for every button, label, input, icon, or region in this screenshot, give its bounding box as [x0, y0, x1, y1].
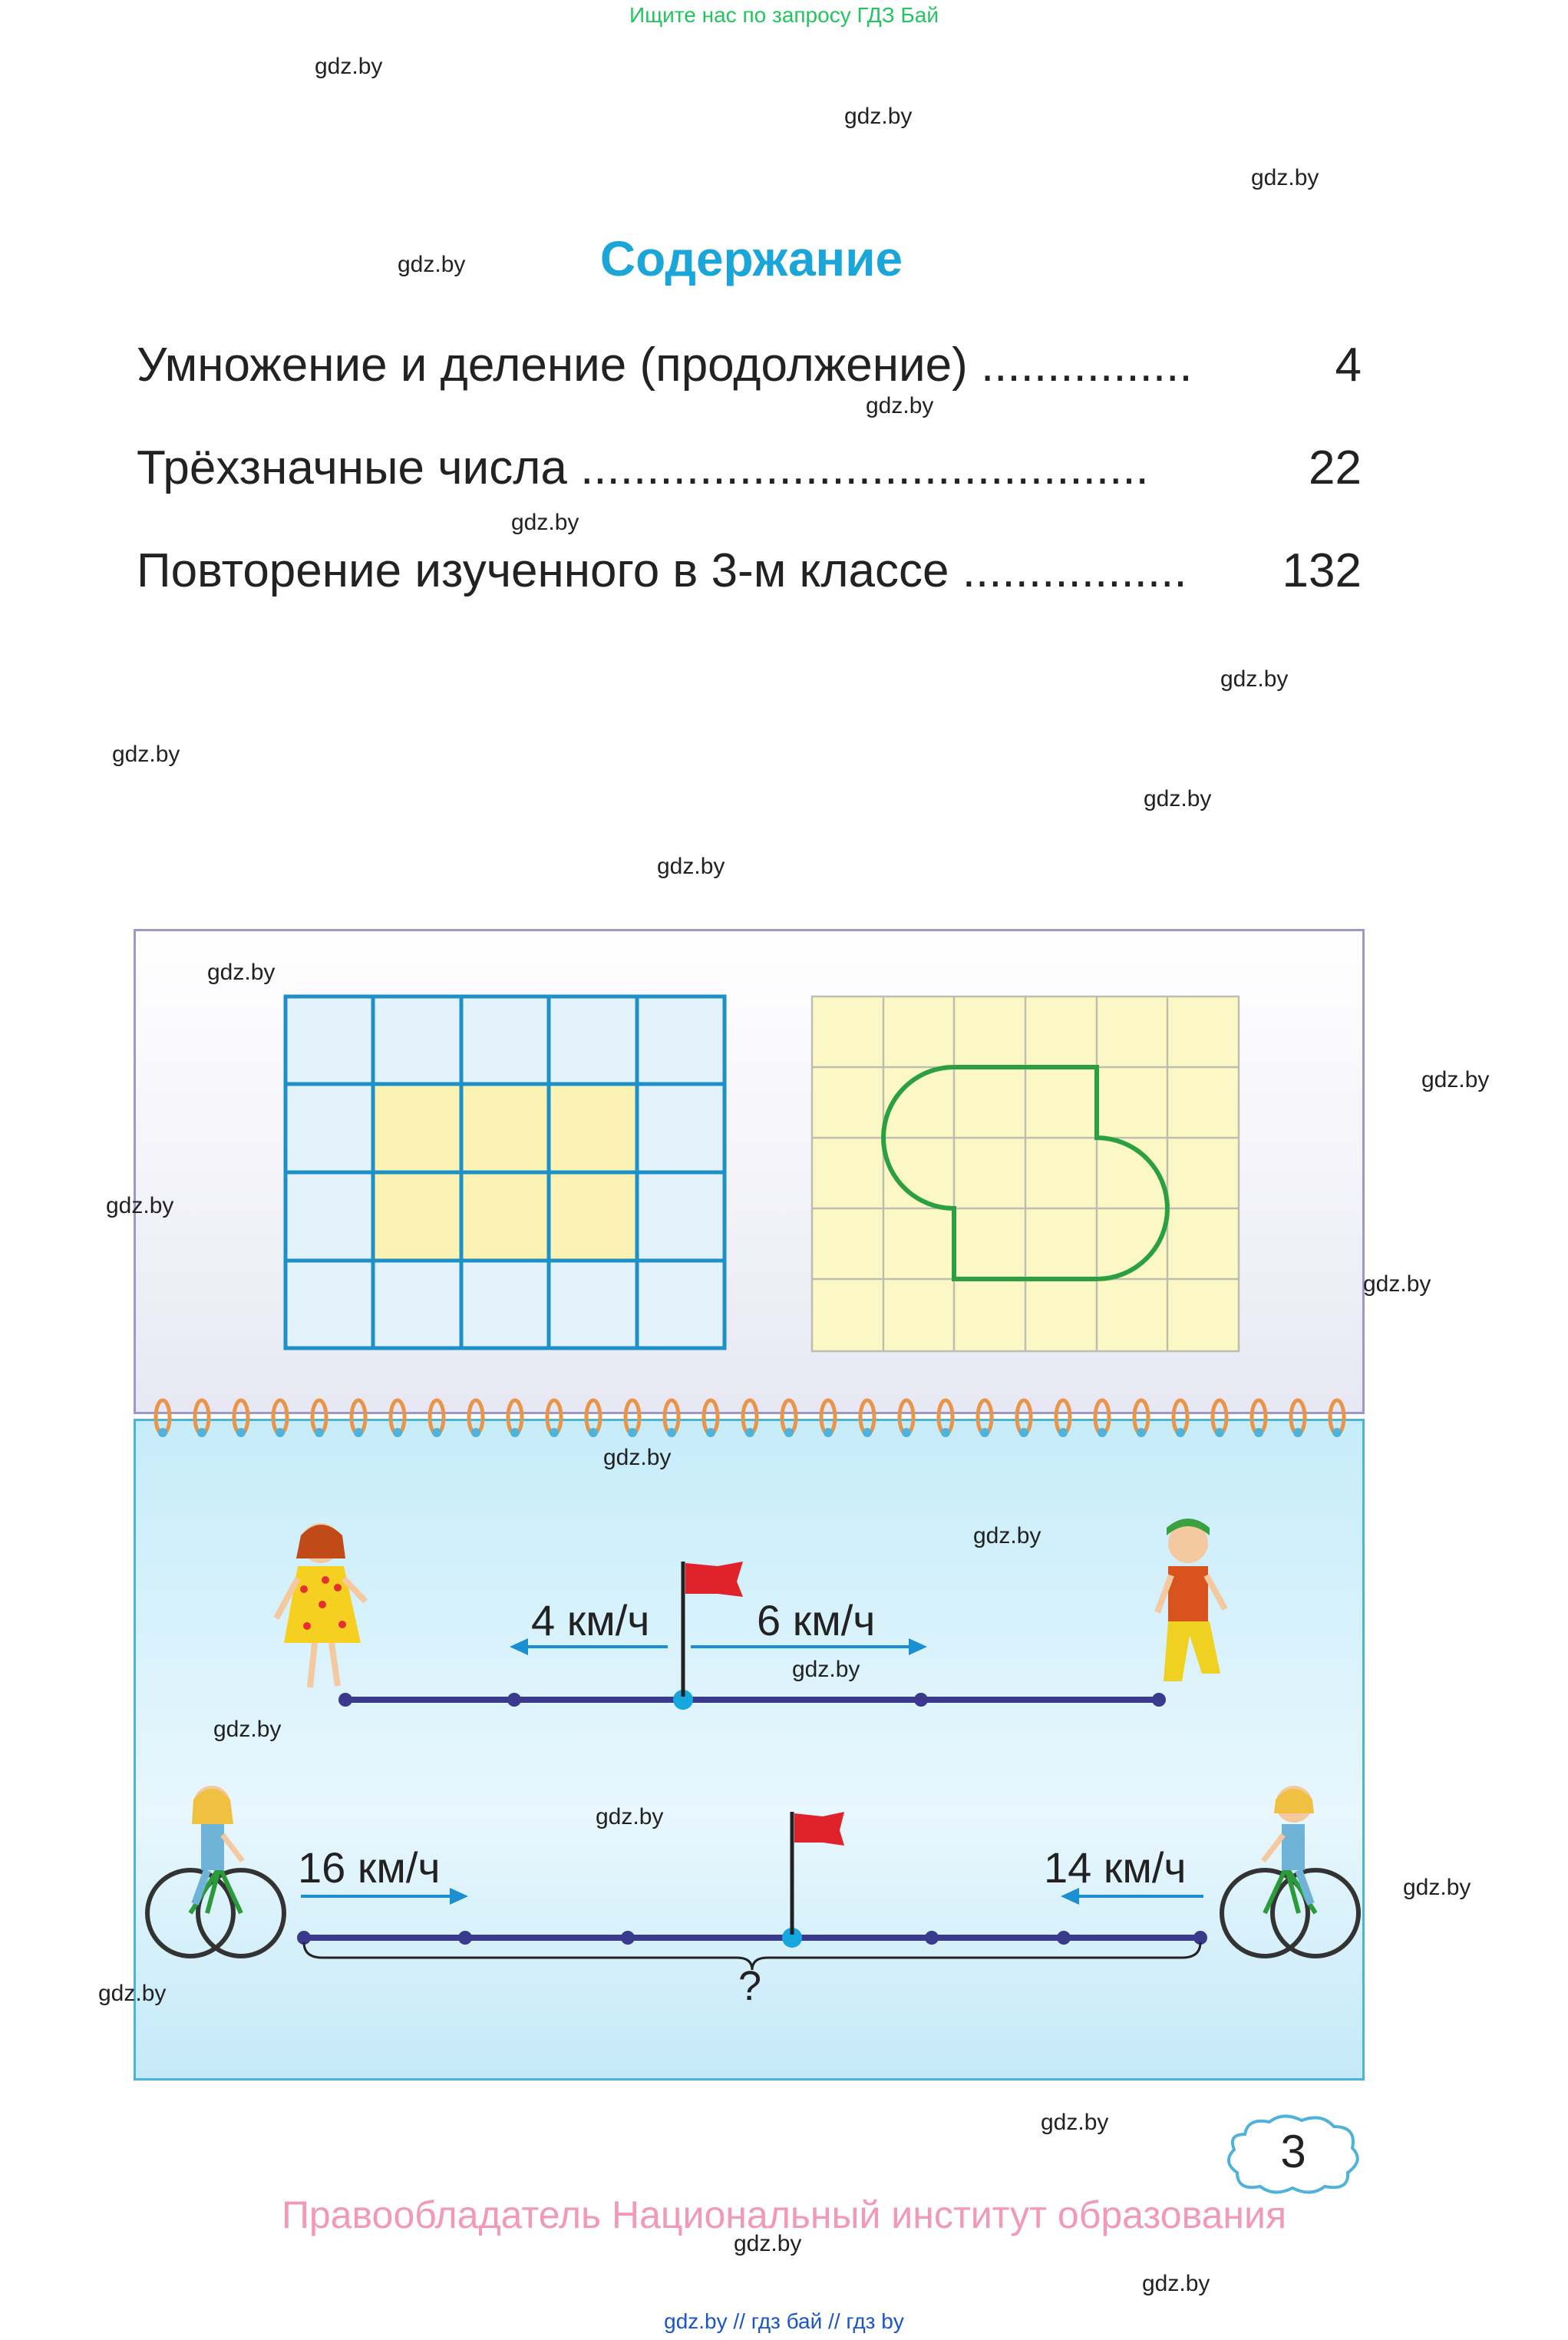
watermark: gdz.by [398, 252, 466, 277]
watermark: gdz.by [973, 1523, 1041, 1548]
binding-hole [471, 1428, 480, 1437]
toc-entry-page: 22 [1309, 441, 1362, 494]
watermark: gdz.by [596, 1804, 664, 1829]
binding-hole [1137, 1428, 1146, 1437]
spiral-binding [156, 1400, 1344, 1437]
watermark: gdz.by [1142, 2271, 1210, 2296]
binding-hole [824, 1428, 833, 1437]
binding-hole [1254, 1428, 1263, 1437]
toc-entry-page: 4 [1335, 339, 1362, 392]
binding-hole [1293, 1428, 1302, 1437]
toc-entry-page: 132 [1282, 544, 1362, 597]
watermark: gdz.by [1041, 2110, 1109, 2135]
binding-hole [432, 1428, 441, 1437]
binding-hole [315, 1428, 324, 1437]
watermark: gdz.by [1220, 666, 1289, 692]
watermark: gdz.by [315, 54, 383, 79]
binding-hole [863, 1428, 872, 1437]
watermark: gdz.by [1251, 165, 1319, 190]
binding-hole [628, 1428, 637, 1437]
watermark: gdz.by [213, 1717, 282, 1742]
toc-entry-title: Умножение и деление (продолжение) ................ [137, 339, 1193, 392]
binding-hole [589, 1428, 598, 1437]
watermark: gdz.by [207, 960, 276, 985]
page-number: 3 [1280, 2126, 1306, 2177]
toc-entry-title: Повторение изученного в 3-м классе ................. [137, 544, 1187, 597]
binding-hole [158, 1428, 167, 1437]
footer-links[interactable]: gdz.by // гдз бай // гдз by [664, 2309, 904, 2333]
speed-label: 16 км/ч [298, 1843, 441, 1892]
watermark: gdz.by [1403, 1875, 1471, 1900]
watermark: gdz.by [1421, 1067, 1490, 1092]
binding-hole [1098, 1428, 1107, 1437]
watermark: gdz.by [657, 854, 725, 879]
binding-hole [745, 1428, 754, 1437]
copyright-owner: Правообладатель Национальный институт образования [281, 2193, 1287, 2236]
page-title: Содержание [599, 231, 903, 286]
binding-hole [1332, 1428, 1342, 1437]
binding-hole [667, 1428, 676, 1437]
watermark: gdz.by [844, 104, 913, 129]
binding-hole [706, 1428, 715, 1437]
binding-hole [1176, 1428, 1185, 1437]
binding-hole [941, 1428, 950, 1437]
binding-hole [393, 1428, 402, 1437]
binding-hole [236, 1428, 246, 1437]
binding-hole [510, 1428, 520, 1437]
binding-hole [276, 1428, 285, 1437]
binding-hole [550, 1428, 559, 1437]
watermark: gdz.by [112, 742, 180, 767]
flag [792, 1812, 844, 1935]
watermark: gdz.by [792, 1657, 860, 1682]
binding-hole [1019, 1428, 1028, 1437]
speed-label: 6 км/ч [757, 1596, 876, 1644]
watermark: gdz.by [1144, 786, 1212, 811]
flag [683, 1562, 743, 1697]
watermark: gdz.by [1363, 1271, 1431, 1297]
binding-hole [1058, 1428, 1068, 1437]
question-mark: ? [738, 1963, 762, 2009]
watermark: gdz.by [98, 1981, 167, 2006]
binding-hole [1215, 1428, 1224, 1437]
toc-entry-title: Трёхзначные числа ........................................... [137, 441, 1149, 494]
cyclist-left [147, 1786, 284, 1956]
speed-label: 4 км/ч [531, 1596, 650, 1644]
watermark: gdz.by [106, 1193, 174, 1218]
watermark: gdz.by [734, 2231, 802, 2256]
binding-hole [784, 1428, 794, 1437]
watermark: gdz.by [866, 393, 934, 418]
boy-figure [1157, 1519, 1225, 1681]
binding-hole [980, 1428, 989, 1437]
binding-hole [354, 1428, 363, 1437]
speed-label: 14 км/ч [1044, 1843, 1187, 1892]
girl-figure [276, 1523, 365, 1687]
binding-hole [902, 1428, 911, 1437]
watermark: gdz.by [603, 1445, 672, 1470]
binding-hole [197, 1428, 206, 1437]
cyclist-right [1222, 1786, 1358, 1956]
watermark: gdz.by [511, 510, 579, 535]
top-banner[interactable]: Ищите нас по запросу ГДЗ Бай [629, 3, 939, 27]
